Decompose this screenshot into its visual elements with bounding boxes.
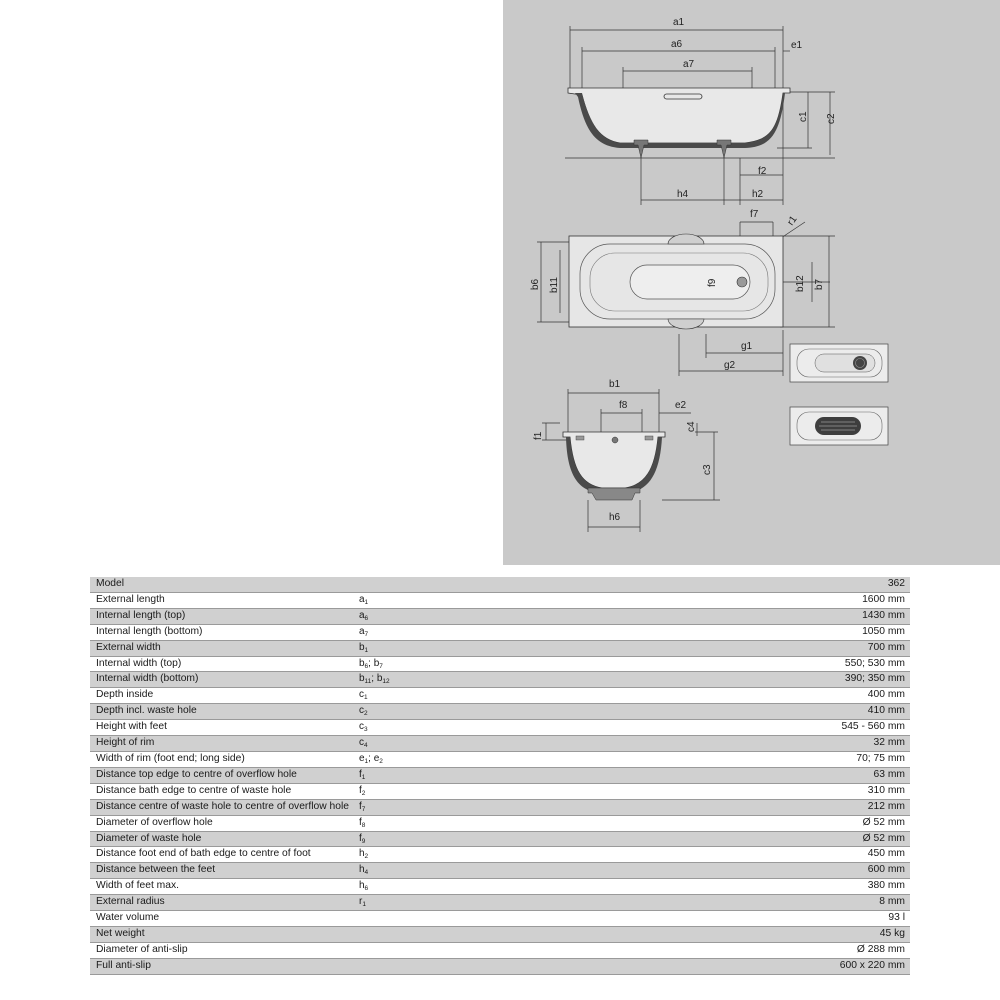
spec-symbol [353,624,623,640]
spec-symbol-subscript: 1 [364,646,369,654]
spec-row [90,640,910,656]
spec-label: Depth inside [90,688,353,704]
spec-row [90,720,910,736]
spec-value: 8 mm [623,895,910,911]
spec-symbol [353,911,623,927]
spec-symbol-letter: r [358,896,363,908]
label-c1: c1 [798,111,809,122]
spec-symbol [353,704,623,720]
spec-symbol-letter: c [358,737,364,749]
spec-symbol-subscript: 8 [361,821,366,829]
label-a7: a7 [683,59,695,70]
spec-label: Height with feet [90,720,353,736]
spec-symbol-subscript: 1 [363,694,368,702]
spec-row [90,863,910,879]
spec-symbol-subscript: 6 [364,614,369,622]
spec-value: 390; 350 mm [623,672,910,688]
spec-symbol-letter: b [358,673,365,685]
spec-row [90,815,910,831]
spec-symbol-subscript: 2 [363,710,368,718]
label-a6: a6 [671,39,683,50]
spec-symbol-letter: f [358,832,362,844]
spec-symbol [353,831,623,847]
spec-symbol [353,751,623,767]
spec-label: Distance top edge to centre of overflow hole [90,767,353,783]
spec-symbol [353,895,623,911]
spec-symbol-letter: c [358,721,364,733]
spec-symbol [353,799,623,815]
spec-symbol-letter: h [358,880,365,892]
spec-label: Water volume [90,911,353,927]
label-c4: c4 [686,421,697,432]
spec-row [90,831,910,847]
spec-symbol [353,608,623,624]
label-g2: g2 [724,360,736,371]
spec-label: Model [90,577,353,592]
spec-symbol [353,672,623,688]
spec-value: 400 mm [623,688,910,704]
label-f1: f1 [533,431,544,440]
spec-symbol [353,767,623,783]
specification-table-body [90,577,910,974]
spec-value: 545 - 560 mm [623,720,910,736]
spec-symbol-subscript: 7 [379,662,383,670]
spec-value: 45 kg [623,926,910,942]
spec-symbol [353,815,623,831]
label-r1: r1 [785,214,800,228]
spec-value: 212 mm [623,799,910,815]
spec-label: Internal width (top) [90,656,353,672]
spec-row [90,751,910,767]
label-e2: e2 [675,400,687,411]
spec-value: 1430 mm [623,608,910,624]
spec-value: 63 mm [623,767,910,783]
spec-value: 1600 mm [623,592,910,608]
spec-symbol [353,958,623,974]
spec-row [90,608,910,624]
spec-row [90,704,910,720]
spec-value: 93 l [623,911,910,927]
spec-row [90,799,910,815]
spec-label: Diameter of overflow hole [90,815,353,831]
spec-value: 550; 530 mm [623,656,910,672]
spec-row [90,672,910,688]
spec-symbol-subscript: 2 [361,789,366,797]
spec-symbol [353,942,623,958]
spec-row [90,911,910,927]
specification-table [90,577,910,975]
label-f8: f8 [619,400,628,411]
spec-symbol [353,783,623,799]
spec-symbol-letter: ; b [371,673,383,685]
label-c3: c3 [702,464,713,475]
spec-label: Distance centre of waste hole to centre of overflow hole [90,799,353,815]
label-f9: f9 [707,278,718,287]
spec-symbol [353,688,623,704]
spec-row [90,879,910,895]
label-e1: e1 [791,40,803,51]
label-b11: b11 [549,277,560,293]
spec-value: Ø 288 mm [623,942,910,958]
spec-symbol-subscript: 6 [364,662,369,670]
spec-symbol-letter: a [358,609,365,621]
spec-symbol [353,736,623,752]
spec-symbol-subscript: 1 [361,773,366,781]
spec-symbol-subscript: 2 [364,853,369,861]
spec-symbol [353,926,623,942]
spec-value: 600 x 220 mm [623,958,910,974]
spec-symbol-letter: f [358,784,362,796]
spec-label: Distance bath edge to centre of waste hole [90,783,353,799]
spec-value: 70; 75 mm [623,751,910,767]
spec-label: Height of rim [90,736,353,752]
spec-row [90,783,910,799]
spec-row [90,688,910,704]
label-f2: f2 [758,166,767,177]
spec-symbol-letter: f [358,768,362,780]
spec-symbol [353,577,623,592]
spec-value: 600 mm [623,863,910,879]
spec-value: Ø 52 mm [623,831,910,847]
spec-value: Ø 52 mm [623,815,910,831]
spec-value: 450 mm [623,847,910,863]
spec-value: 380 mm [623,879,910,895]
spec-symbol-letter: a [358,625,365,637]
spec-symbol-letter: h [358,848,365,860]
spec-value: 1050 mm [623,624,910,640]
label-b12: b12 [795,275,806,292]
spec-symbol-letter: b [358,641,365,653]
spec-symbol-letter: f [358,800,362,812]
label-a1: a1 [673,17,685,28]
spec-row [90,656,910,672]
spec-row [90,736,910,752]
spec-symbol [353,847,623,863]
spec-value: 32 mm [623,736,910,752]
spec-symbol-subscript: 2 [379,757,383,765]
spec-symbol [353,592,623,608]
spec-label: Net weight [90,926,353,942]
spec-value: 310 mm [623,783,910,799]
spec-row [90,895,910,911]
spec-label: Diameter of waste hole [90,831,353,847]
spec-symbol-subscript: 12 [382,678,390,686]
label-b7: b7 [814,278,825,290]
technical-drawing-panel [503,0,1000,565]
spec-symbol-subscript: 6 [364,885,369,893]
label-h4: h4 [677,189,689,200]
spec-label: Distance between the feet [90,863,353,879]
spec-label: Internal length (top) [90,608,353,624]
spec-symbol [353,863,623,879]
spec-symbol-letter: c [358,689,364,701]
spec-label: Width of rim (foot end; long side) [90,751,353,767]
spec-symbol-subscript: 4 [363,742,368,750]
spec-symbol [353,640,623,656]
bathtub-technical-drawing [503,0,1000,565]
spec-symbol-subscript: 1 [364,598,369,606]
spec-symbol-subscript: 11 [364,678,372,686]
spec-value: 410 mm [623,704,910,720]
spec-label: Internal width (bottom) [90,672,353,688]
spec-label: Full anti-slip [90,958,353,974]
label-b6: b6 [530,278,541,290]
spec-symbol-subscript: 1 [362,901,366,909]
spec-symbol-subscript: 4 [364,869,369,877]
spec-value: 700 mm [623,640,910,656]
label-c2: c2 [826,113,837,124]
spec-row [90,847,910,863]
spec-symbol-letter: f [358,816,362,828]
spec-symbol-letter: ; e [368,752,380,764]
spec-label: Depth incl. waste hole [90,704,353,720]
label-f7: f7 [750,209,759,220]
spec-row [90,958,910,974]
spec-label: External radius [90,895,353,911]
spec-row [90,624,910,640]
spec-row [90,942,910,958]
spec-symbol-subscript: 7 [364,630,369,638]
label-h6: h6 [609,512,621,523]
spec-label: Width of feet max. [90,879,353,895]
spec-symbol-letter: e [358,752,365,764]
spec-label: Internal length (bottom) [90,624,353,640]
spec-symbol [353,720,623,736]
spec-symbol [353,879,623,895]
spec-row [90,577,910,592]
spec-symbol [353,656,623,672]
spec-symbol-letter: h [358,864,365,876]
spec-label: External width [90,640,353,656]
spec-symbol-subscript: 7 [361,805,366,813]
spec-symbol-letter: b [358,657,365,669]
spec-symbol-letter: c [358,705,364,717]
spec-symbol-subscript: 1 [364,757,369,765]
label-b1: b1 [609,379,621,390]
spec-value: 362 [623,577,910,592]
label-g1: g1 [741,341,753,352]
spec-symbol-letter: ; b [368,657,380,669]
spec-label: External length [90,592,353,608]
spec-symbol-letter: a [358,593,365,605]
spec-label: Diameter of anti-slip [90,942,353,958]
spec-row [90,592,910,608]
spec-label: Distance foot end of bath edge to centre of foot [90,847,353,863]
spec-row [90,767,910,783]
spec-symbol-subscript: 3 [363,726,368,734]
spec-row [90,926,910,942]
label-h2: h2 [752,189,764,200]
spec-symbol-subscript: 9 [361,837,366,845]
